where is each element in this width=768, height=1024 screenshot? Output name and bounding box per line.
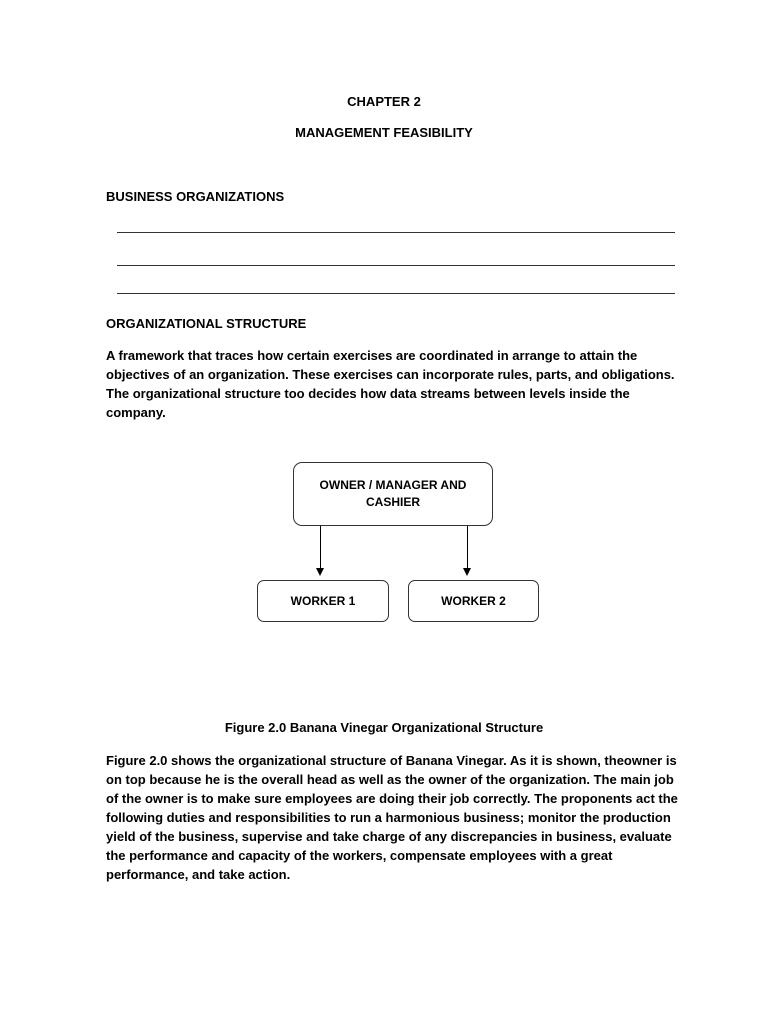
org-chart-worker-1-box bbox=[257, 580, 389, 622]
arrow-head-worker-2 bbox=[463, 568, 471, 576]
blank-line-1 bbox=[117, 232, 675, 233]
worker-1-label: WORKER 1 bbox=[290, 593, 356, 608]
organizational-structure-paragraph: A framework that traces how certain exercises are coordinated in arrange to attain the objectives of an organization. These exercises can incorporate rules, parts, and obligations. The organizational structure too decides how data streams between levels inside the company. bbox=[106, 348, 675, 420]
owner-box-line-2: CASHIER bbox=[365, 495, 420, 509]
blank-line-2 bbox=[117, 265, 675, 266]
blank-line-3 bbox=[117, 293, 675, 294]
org-chart-worker-2-box bbox=[408, 580, 539, 622]
business-organizations-heading: BUSINESS ORGANIZATIONS bbox=[106, 189, 285, 204]
organizational-structure-heading: ORGANIZATIONAL STRUCTURE bbox=[106, 316, 307, 331]
arrow-to-worker-1 bbox=[320, 526, 321, 568]
worker-2-label: WORKER 2 bbox=[441, 593, 506, 608]
chapter-label: CHAPTER 2 bbox=[347, 94, 421, 109]
chapter-title: MANAGEMENT FEASIBILITY bbox=[295, 125, 473, 140]
org-chart-owner-box bbox=[293, 462, 493, 526]
closing-paragraph: Figure 2.0 shows the organizational structure of Banana Vinegar. As it is shown, theowner is on top because he is the overall head as well as the owner of the organization. The main job of the owner is to make sure employees are doing their job correctly. The proponents act the following duties and responsibilities to run a harmonious business; monitor the production yield of the business, supervise and take charge of any discrepancies in business, evaluate the performance and capacity of the workers, compensate employees with a great performance, and take action. bbox=[106, 753, 678, 882]
owner-box-line-1: OWNER / MANAGER AND bbox=[319, 478, 467, 492]
figure-caption: Figure 2.0 Banana Vinegar Organizational Structure bbox=[224, 720, 544, 735]
arrow-head-worker-1 bbox=[316, 568, 324, 576]
arrow-to-worker-2 bbox=[467, 526, 468, 568]
